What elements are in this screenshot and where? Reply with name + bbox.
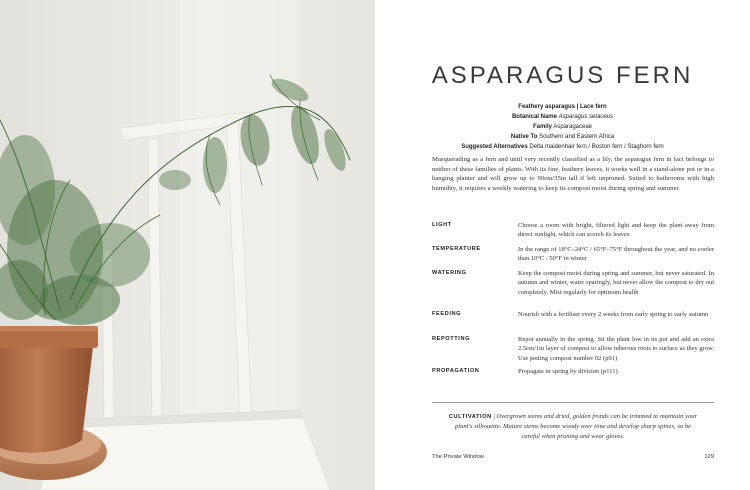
meta-botanical-name: Botanical Name Asparagus setaceus [511,114,614,120]
terracotta-pot [0,330,95,453]
page-title: ASPARAGUS FERN [431,62,694,89]
cultivation-note [445,412,701,441]
footer-book-title: The Private Window [432,454,484,460]
plant-meta [375,102,750,152]
care-label: LIGHT [432,222,452,228]
page-number: 129 [704,454,714,460]
care-label: FEEDING [432,311,462,317]
intro-paragraph: Masquerading as a fern and until very recently classified as a lily, the asparagus fern in fact belongs to neither of these families of plants. With its fine, feathery leaves, it works well in a stand-alone pot or in a hanging planter and will grow up to 90cm/35in tall if left unpruned. Suited to bathrooms with high humidity, it requires a weekly watering to keep its compost moist during spring and summer. [432,156,714,192]
care-label: TEMPERATURE [432,246,481,252]
meta-common-names: Feathery asparagus | Lace fern [518,104,607,110]
meta-family: Family Asparagaceae [532,124,593,130]
cultivation-text: Overgrown stems and dried, golden fronds can be trimmed to maintain your plant's silhouette. Mature stems become woody over time and develop sharp spines, so be careful when pruning and wear gloves. [454,413,698,440]
care-text: In the range of 18°C–24°C / 65°F–75°F throughout the year, and no cooler than 10°C / 50°F in winter [518,246,714,263]
cultivation-label: CULTIVATION [448,414,492,420]
meta-alternatives: Suggested Alternatives Delta maidenhair fern / Boston fern / Staghorn fern [461,144,664,150]
care-text: Choose a room with bright, filtered light and keep the plant away from direct sunlight, which can scorch its leaves [518,222,714,239]
divider [432,402,714,403]
cultivation-separator: | [491,413,497,420]
care-text: Propagate in spring by division (p111) [518,368,618,375]
care-label: REPOTTING [432,336,471,342]
care-text: Keep the compost moist during spring and summer, but never saturated. In autumn and winter, water sparingly, but never allow the compost to dry out completely. Mist regularly for optimum health [518,270,714,296]
care-text: Repot annually in the spring. Sit the plant low in its pot and add an extra 2.5cm/1in layer of compost to allow tuberous roots to surface as they grow. Use potting compost number 02 (p91) [518,336,714,362]
meta-native-to: Native To Southern and Eastern Africa [510,134,615,140]
care-label: WATERING [432,270,467,276]
text-page [375,0,750,490]
care-label: PROPAGATION [432,368,480,374]
care-text: Nourish with a fertiliser every 2 weeks from early spring to early autumn [518,311,709,318]
